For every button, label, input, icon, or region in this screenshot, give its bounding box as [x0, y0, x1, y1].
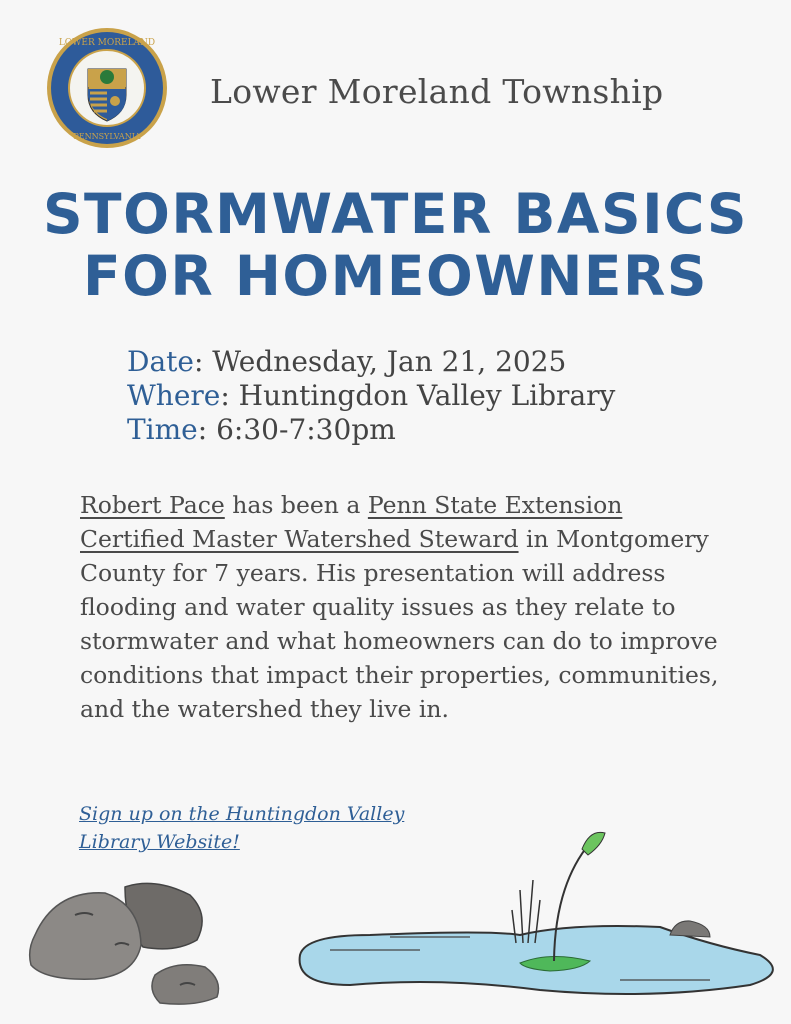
where-value: : Huntingdon Valley Library	[220, 379, 616, 412]
organization-name: Lower Moreland Township	[210, 72, 664, 111]
svg-text:LOWER MORELAND: LOWER MORELAND	[58, 38, 156, 48]
svg-text:PENNSYLVANIA: PENNSYLVANIA	[73, 132, 141, 141]
description-text: has been a	[224, 491, 368, 519]
title-line-1: STORMWATER BASICS	[42, 182, 749, 246]
pond-illustration	[290, 825, 780, 1005]
date-row	[127, 345, 615, 379]
rocks-illustration	[25, 875, 235, 1010]
time-value: : 6:30-7:30pm	[197, 413, 396, 446]
title-line-2: FOR HOMEOWNERS	[83, 244, 708, 308]
description-text: in Montgomery County for 7 years. His presentation will address flooding and water quality issues as they relate to stormwater and what homeowners can do to improve conditions that impact their properties, communities, and the watershed they live in.	[80, 525, 719, 723]
signup-link[interactable]: Sign up on the Huntingdon Valley Library Website!	[79, 803, 405, 853]
date-label: Date	[127, 345, 194, 378]
date-value: : Wednesday, Jan 21, 2025	[193, 345, 567, 378]
time-row	[127, 413, 615, 447]
speaker-name: Robert Pace	[80, 491, 225, 519]
township-seal-logo	[46, 27, 168, 149]
credential: Penn State Extension Certified Master Watershed Steward	[80, 491, 623, 553]
page-title	[0, 183, 791, 307]
where-label: Where	[127, 379, 221, 412]
event-details	[127, 345, 615, 447]
description	[80, 488, 730, 726]
time-label: Time	[127, 413, 198, 446]
where-row	[127, 379, 615, 413]
